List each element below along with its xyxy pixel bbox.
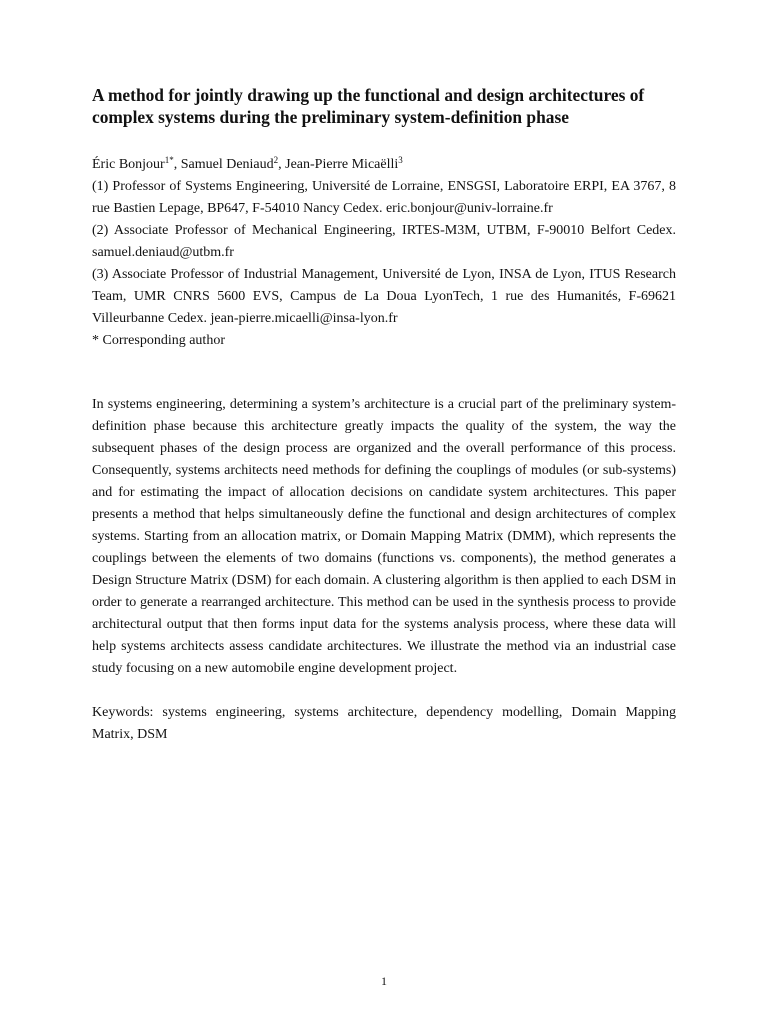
author-name: Jean-Pierre Micaëlli xyxy=(285,157,399,172)
page-number: 1 xyxy=(381,974,387,988)
author-affiliation-mark: 1* xyxy=(164,155,174,165)
affiliation-1: (1) Professor of Systems Engineering, Université de Lorraine, ENSGSI, Laboratoire ERPI, EA 3767, 8 rue Bastien Lepage, BP647, F-54010 Nancy Cedex. eric.bonjour@univ-lorraine.fr xyxy=(92,179,676,216)
corresponding-author-note: * Corresponding author xyxy=(92,333,225,348)
keywords-paragraph: Keywords: systems engineering, systems architecture, dependency modelling, Domain Mapping Matrix, DSM xyxy=(92,705,676,742)
affiliation-3: (3) Associate Professor of Industrial Management, Université de Lyon, INSA de Lyon, ITUS Research Team, UMR CNRS 5600 EVS, Campus de La Doua LyonTech, 1 rue des Humanités, F-69621 Villeurbanne Cedex. jean-pierre.micaelli@insa-lyon.fr xyxy=(92,267,676,326)
author-affiliation-mark: 3 xyxy=(398,155,403,165)
paper-page xyxy=(92,84,676,760)
author-name: Éric Bonjour xyxy=(92,157,165,172)
abstract-paragraph: In systems engineering, determining a system’s architecture is a crucial part of the preliminary system-definition phase because this architecture greatly impacts the quality of the system, the way the subsequent phases of the design process are organized and the overall performance of this process. Consequently, systems architects need methods for defining the couplings of modules (or sub-systems) and for estimating the impact of allocation decisions on candidate system architectures. This paper presents a method that helps simultaneously define the functional and design architectures of complex systems. Starting from an allocation matrix, or Domain Mapping Matrix (DMM), which represents the couplings between the elements of two domains (functions vs. components), the method generates a Design Structure Matrix (DSM) for each domain. A clustering algorithm is then applied to each DSM in order to generate a rearranged architecture. This method can be used in the synthesis process to provide architectural output that then forms input data for the systems analysis process, where these data will help systems architects assess candidate architectures. We illustrate the method via an industrial case study focusing on a new automobile engine development project. xyxy=(92,397,676,676)
author-separator: , xyxy=(173,157,181,172)
author-list xyxy=(92,154,676,176)
paper-title: A method for jointly drawing up the functional and design architectures of complex systems during the preliminary system-definition phase xyxy=(92,85,645,127)
author-affiliation-mark: 2 xyxy=(273,155,279,165)
author-separator: , xyxy=(278,157,286,172)
author-name: Samuel Deniaud xyxy=(180,157,274,172)
affiliation-2: (2) Associate Professor of Mechanical Engineering, IRTES-M3M, UTBM, F-90010 Belfort Cedex. samuel.deniaud@utbm.fr xyxy=(92,223,676,260)
